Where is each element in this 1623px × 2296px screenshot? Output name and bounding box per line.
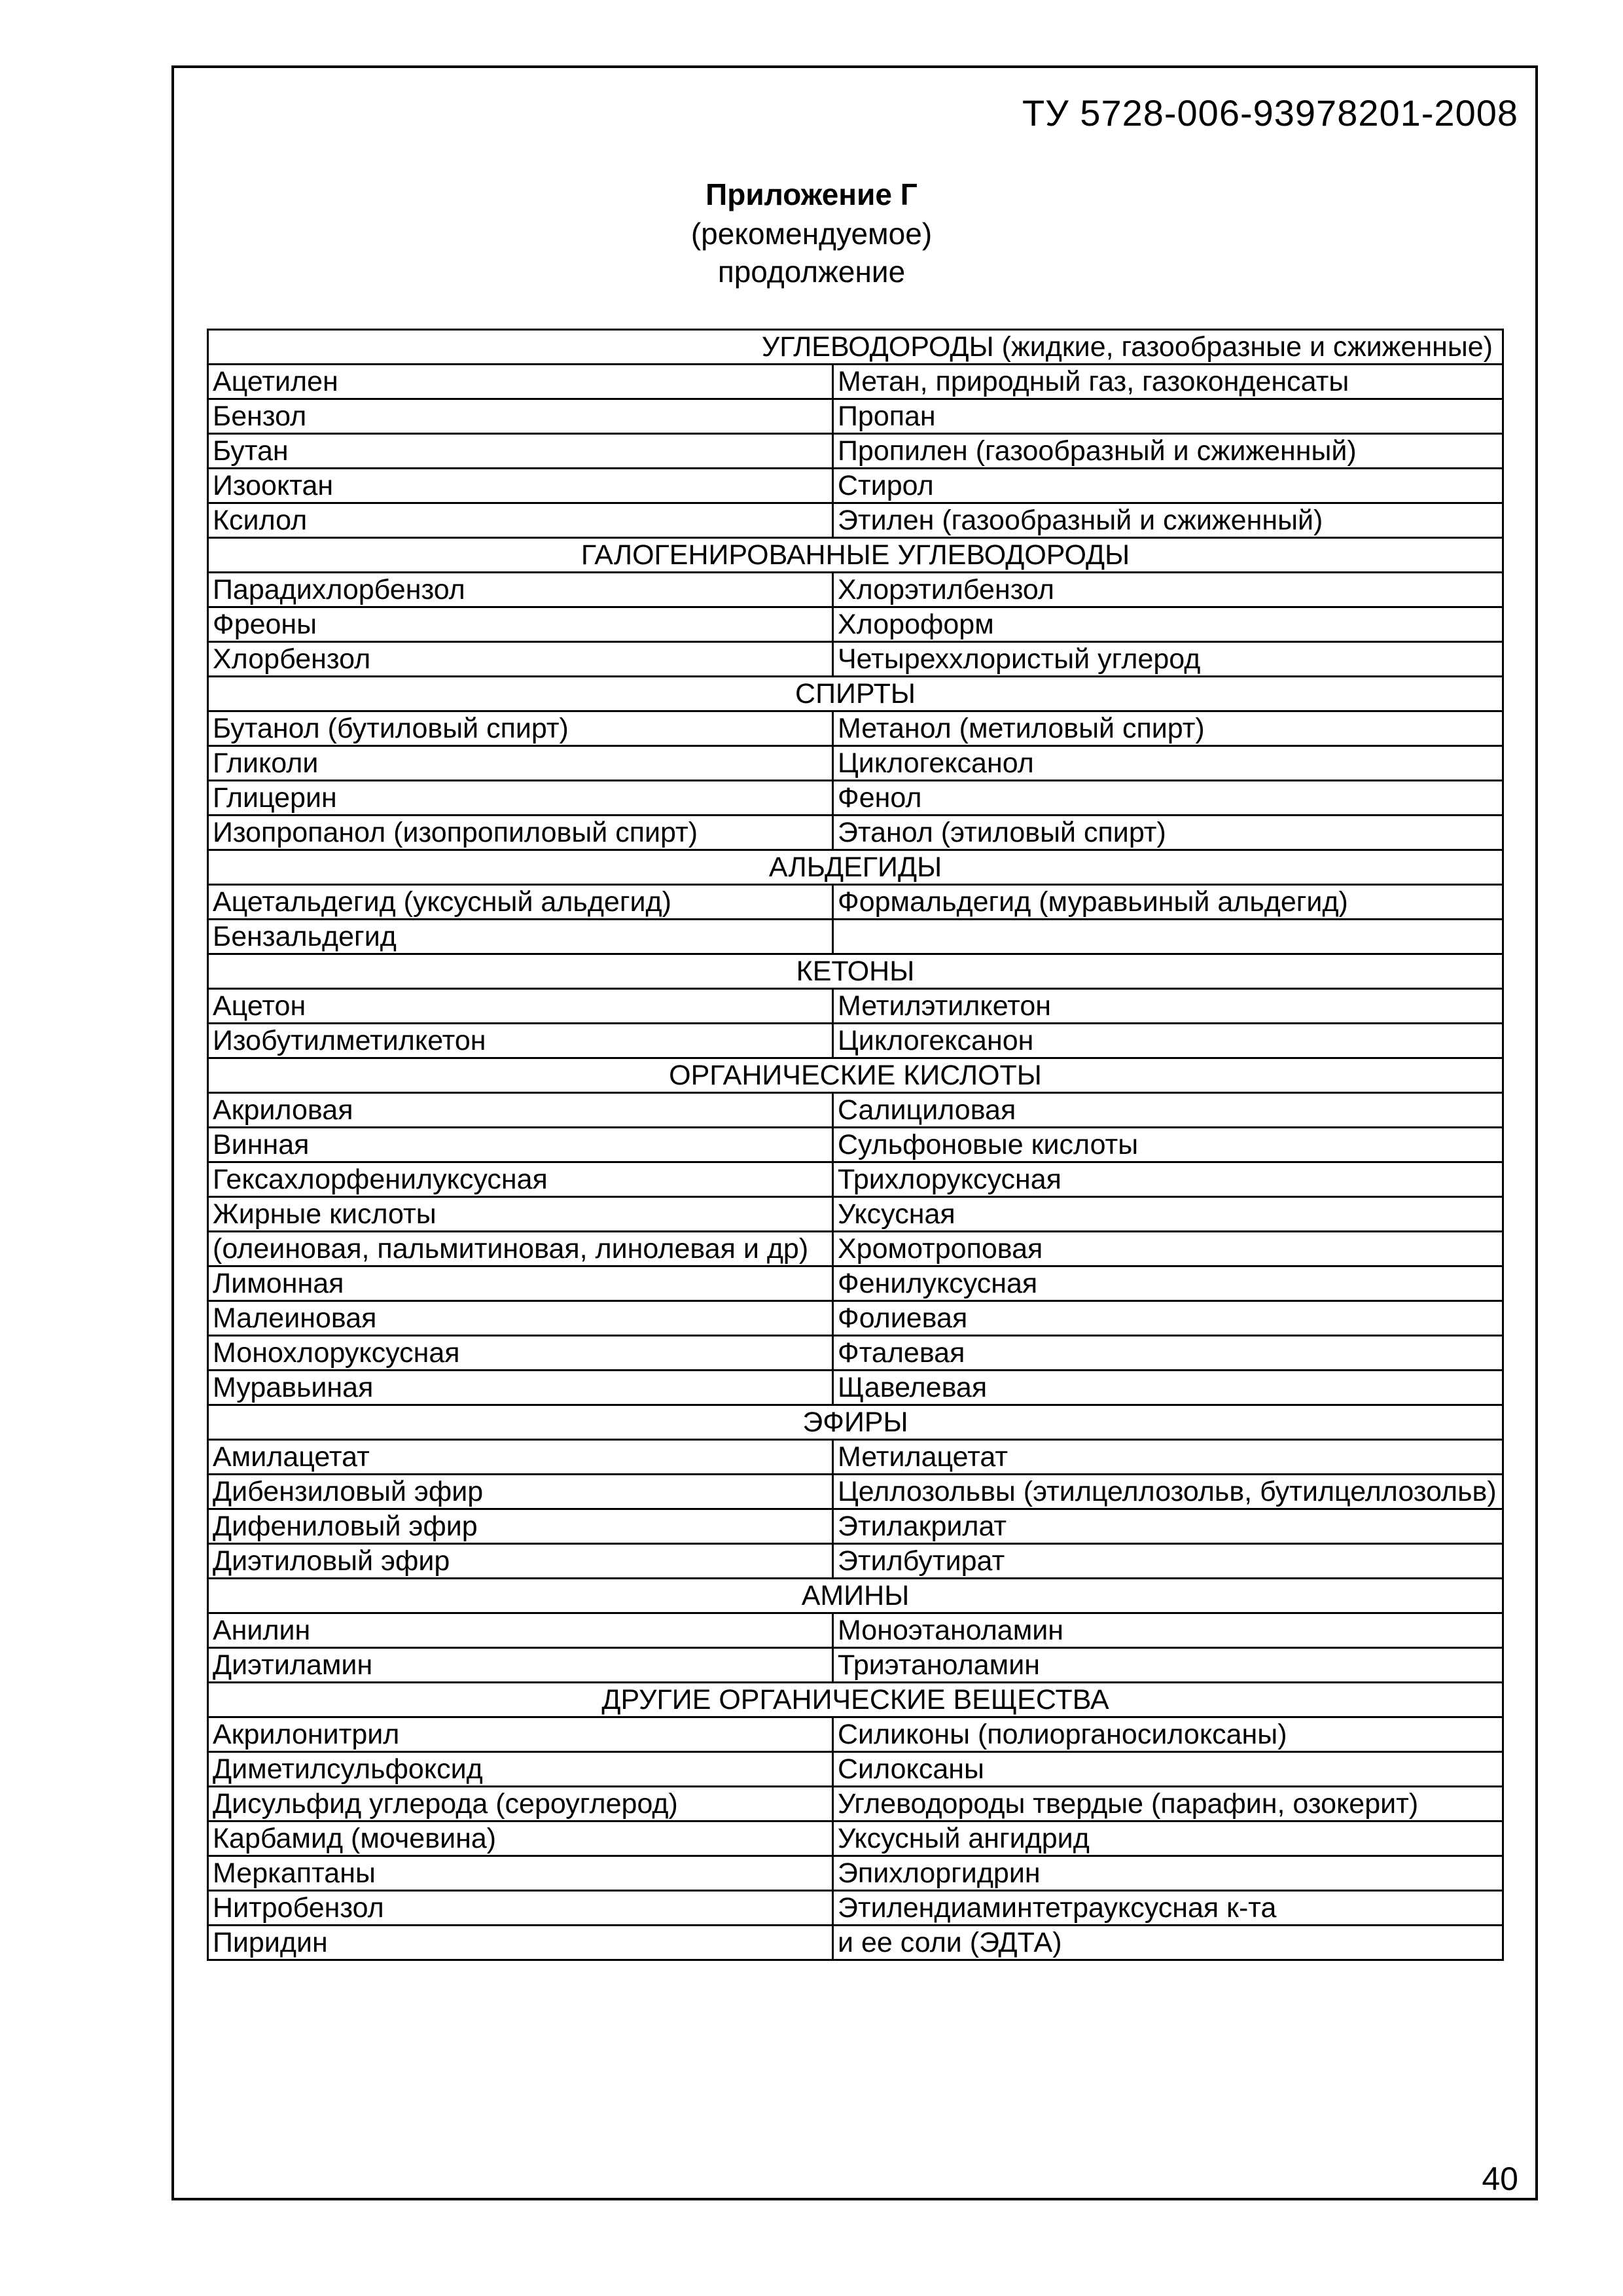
table-row [208, 503, 1503, 538]
substance-cell-right: Метанол (метиловый спирт) [833, 711, 1503, 746]
substance-cell-left: Акриловая [208, 1093, 833, 1128]
substance-cell-right: Целлозольвы (этилцеллозольв, бутилцеллозольв) [833, 1475, 1503, 1509]
substance-cell-left: Винная [208, 1128, 833, 1162]
table-row [208, 1752, 1503, 1787]
table-row [208, 1891, 1503, 1926]
substance-cell-right: Метилацетат [833, 1440, 1503, 1475]
substance-cell-left: Акрилонитрил [208, 1717, 833, 1752]
substance-cell-left: Гексахлорфенилуксусная [208, 1162, 833, 1197]
substance-cell-left: Изооктан [208, 469, 833, 503]
appendix-continuation: продолжение [717, 255, 906, 289]
substance-cell-left: Диэтиловый эфир [208, 1544, 833, 1579]
substance-cell-left: Изобутилметилкетон [208, 1024, 833, 1058]
table-row [208, 365, 1503, 399]
table-row [208, 885, 1503, 920]
table-row [208, 1648, 1503, 1683]
substance-cell-left: Амилацетат [208, 1440, 833, 1475]
table-row [208, 469, 1503, 503]
substance-cell-left: Ацетальдегид (уксусный альдегид) [208, 885, 833, 920]
substance-cell-left: Бензальдегид [208, 920, 833, 954]
substance-cell-left: Малеиновая [208, 1301, 833, 1336]
substance-cell-right: Сульфоновые кислоты [833, 1128, 1503, 1162]
substance-cell-left: Ацетон [208, 989, 833, 1024]
substance-cell-right: Пропилен (газообразный и сжиженный) [833, 434, 1503, 469]
table-row [208, 1509, 1503, 1544]
substance-cell-right: Стирол [833, 469, 1503, 503]
substance-cell-left: Парадихлорбензол [208, 573, 833, 607]
substance-cell-right: Фолиевая [833, 1301, 1503, 1336]
table-row [208, 607, 1503, 642]
substance-cell-left: Муравьиная [208, 1371, 833, 1405]
substance-cell-left: Диэтиламин [208, 1648, 833, 1683]
substance-cell-right: Углеводороды твердые (парафин, озокерит) [833, 1787, 1503, 1821]
substance-cell-right: Этилендиаминтетрауксусная к-та [833, 1891, 1503, 1926]
table-row [208, 989, 1503, 1024]
section-title: АМИНЫ [208, 1579, 1503, 1613]
table-row [208, 1544, 1503, 1579]
substance-cell-left: Анилин [208, 1613, 833, 1648]
substance-cell-right: Этанол (этиловый спирт) [833, 816, 1503, 850]
substance-cell-right: Фенол [833, 781, 1503, 816]
table-row [208, 1093, 1503, 1128]
substance-cell-left: Фреоны [208, 607, 833, 642]
substance-cell-right: Этилбутират [833, 1544, 1503, 1579]
substance-cell-left: Изопропанол (изопропиловый спирт) [208, 816, 833, 850]
table-row [208, 1162, 1503, 1197]
table-row [208, 1926, 1503, 1960]
substance-cell-right: Уксусная [833, 1197, 1503, 1232]
table-row [208, 399, 1503, 434]
substance-cell-right: Щавелевая [833, 1371, 1503, 1405]
substance-cell-right: Эпихлоргидрин [833, 1856, 1503, 1891]
substance-cell-right: Хлороформ [833, 607, 1503, 642]
substance-cell-right: Силиконы (полиорганосилоксаны) [833, 1717, 1503, 1752]
substance-cell-left: Лимонная [208, 1266, 833, 1301]
table-row [208, 1821, 1503, 1856]
substance-cell-right: Циклогексанол [833, 746, 1503, 781]
table-row [208, 1440, 1503, 1475]
section-header-row [208, 954, 1503, 989]
substance-cell-left: Гликоли [208, 746, 833, 781]
substance-cell-left: Карбамид (мочевина) [208, 1821, 833, 1856]
section-title: ОРГАНИЧЕСКИЕ КИСЛОТЫ [208, 1058, 1503, 1093]
table-row [208, 920, 1503, 954]
substance-cell-right: и ее соли (ЭДТА) [833, 1926, 1503, 1960]
document-code: ТУ 5728-006-93978201-2008 [1022, 92, 1518, 134]
table-row [208, 434, 1503, 469]
substance-cell-left: Пиридин [208, 1926, 833, 1960]
section-header-row [208, 1058, 1503, 1093]
substance-cell-right: Фталевая [833, 1336, 1503, 1371]
substance-cell-left: Ацетилен [208, 365, 833, 399]
section-header-row [208, 1405, 1503, 1440]
table-row [208, 1266, 1503, 1301]
page-number: 40 [1482, 2161, 1518, 2197]
substance-cell-right: Силоксаны [833, 1752, 1503, 1787]
section-header-row [208, 850, 1503, 885]
section-header-row [208, 1579, 1503, 1613]
section-header-row [208, 330, 1503, 365]
substance-cell-left: Бутанол (бутиловый спирт) [208, 711, 833, 746]
appendix-title: Приложение Г [705, 177, 918, 211]
substance-cell-right: Этилен (газообразный и сжиженный) [833, 503, 1503, 538]
substance-cell-left: Жирные кислоты [208, 1197, 833, 1232]
substance-cell-right: Хромотроповая [833, 1232, 1503, 1266]
substance-cell-right: Этилакрилат [833, 1509, 1503, 1544]
section-title: СПИРТЫ [208, 677, 1503, 711]
substance-cell-left: Хлорбензол [208, 642, 833, 677]
section-title: УГЛЕВОДОРОДЫ (жидкие, газообразные и сжиженные) [208, 330, 1503, 365]
substance-cell-left: Диметилсульфоксид [208, 1752, 833, 1787]
substance-cell-right: Пропан [833, 399, 1503, 434]
substance-cell-right: Моноэтаноламин [833, 1613, 1503, 1648]
section-title: АЛЬДЕГИДЫ [208, 850, 1503, 885]
substance-cell-left: Дисульфид углерода (сероуглерод) [208, 1787, 833, 1821]
table-row [208, 1856, 1503, 1891]
substance-cell-right: Циклогексанон [833, 1024, 1503, 1058]
table-row [208, 642, 1503, 677]
substance-cell-left: Дибензиловый эфир [208, 1475, 833, 1509]
table-row [208, 1613, 1503, 1648]
section-title: КЕТОНЫ [208, 954, 1503, 989]
substance-cell-left: Ксилол [208, 503, 833, 538]
table-row [208, 1336, 1503, 1371]
table-row [208, 1371, 1503, 1405]
substance-cell-left: Глицерин [208, 781, 833, 816]
table-row [208, 1197, 1503, 1232]
table-row [208, 1475, 1503, 1509]
table-row [208, 816, 1503, 850]
substance-cell-right: Уксусный ангидрид [833, 1821, 1503, 1856]
substance-cell-right: Хлорэтилбензол [833, 573, 1503, 607]
section-title: ДРУГИЕ ОРГАНИЧЕСКИЕ ВЕЩЕСТВА [208, 1683, 1503, 1717]
section-header-row [208, 538, 1503, 573]
section-header-row [208, 1683, 1503, 1717]
substance-cell-left: Дифениловый эфир [208, 1509, 833, 1544]
substance-cell-left: Бензол [208, 399, 833, 434]
section-title: ГАЛОГЕНИРОВАННЫЕ УГЛЕВОДОРОДЫ [208, 538, 1503, 573]
substance-cell-right [833, 920, 1503, 954]
table-row [208, 711, 1503, 746]
substance-cell-left: (олеиновая, пальмитиновая, линолевая и др) [208, 1232, 833, 1266]
table-row [208, 1128, 1503, 1162]
substance-cell-left: Бутан [208, 434, 833, 469]
table-row [208, 1024, 1503, 1058]
table-row [208, 746, 1503, 781]
substances-table [207, 329, 1504, 1961]
substance-cell-right: Метилэтилкетон [833, 989, 1503, 1024]
substance-cell-left: Меркаптаны [208, 1856, 833, 1891]
substance-cell-right: Формальдегид (муравьиный альдегид) [833, 885, 1503, 920]
section-title: ЭФИРЫ [208, 1405, 1503, 1440]
substance-cell-right: Триэтаноламин [833, 1648, 1503, 1683]
table-row [208, 1301, 1503, 1336]
substance-cell-left: Монохлоруксусная [208, 1336, 833, 1371]
appendix-subtitle: (рекомендуемое) [690, 217, 933, 251]
table-row [208, 573, 1503, 607]
table-row [208, 1717, 1503, 1752]
table-row [208, 1787, 1503, 1821]
substance-cell-right: Метан, природный газ, газоконденсаты [833, 365, 1503, 399]
table-row [208, 781, 1503, 816]
table-row [208, 1232, 1503, 1266]
substance-cell-right: Фенилуксусная [833, 1266, 1503, 1301]
section-header-row [208, 677, 1503, 711]
substance-cell-left: Нитробензол [208, 1891, 833, 1926]
substance-cell-right: Четыреххлористый углерод [833, 642, 1503, 677]
substance-cell-right: Салициловая [833, 1093, 1503, 1128]
substance-cell-right: Трихлоруксусная [833, 1162, 1503, 1197]
